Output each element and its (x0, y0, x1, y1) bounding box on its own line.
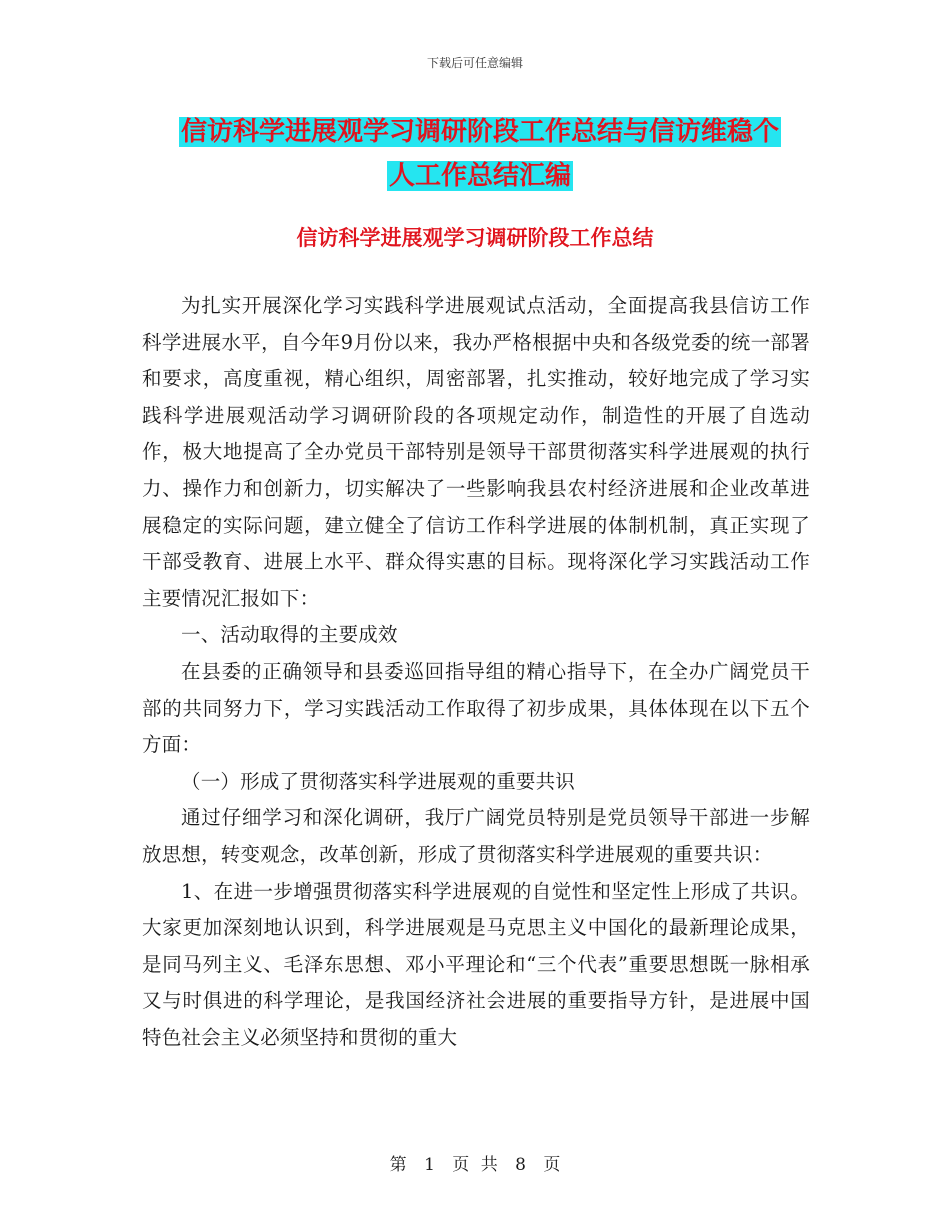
heading-achievements: 一、活动取得的主要成效 (181, 623, 398, 647)
paragraph-achievements: 在县委的正确领导和县委巡回指导组的精心指导下，在全办广阔党员干部的共同努力下，学习实践活动工作取得了初步成果，具体体现在以下五个方面： (142, 659, 810, 757)
footer-middle: 页 共 (452, 1155, 498, 1175)
header-note: 下载后可任意编辑 (426, 56, 523, 70)
section-title: 信访科学进展观学习调研阶段工作总结 (296, 226, 654, 250)
document-title-line-1: 信访科学进展观学习调研阶段工作总结与信访维稳个 (180, 117, 779, 147)
footer-prefix: 第 (389, 1155, 407, 1175)
document-title-line-2: 人工作总结汇编 (388, 161, 571, 191)
footer-suffix: 页 (543, 1155, 561, 1175)
paragraph-intro: 为扎实开展深化学习实践科学进展观试点活动，全面提高我县信访工作科学进展水平，自今年9月份以来，我办严格根据中央和各级党委的统一部署和要求，高度重视，精心组织，周密部署，扎实推动，较好地完成了学习实践科学进展观活动学习调研阶段的各项规定动作，制造性的开展了自选动作，极大地提高了全办党员干部特别是领导干部贯彻落实科学进展观的执行力、操作力和创新力，切实解决了一些影响我县农村经济进展和企业改革进展稳定的实际问题，建立健全了信访工作科学进展的体制机制，真正实现了干部受教育、进展上水平、群众得实惠的目标。现将深化学习实践活动工作主要情况汇报如下： (142, 294, 810, 610)
document-title (140, 110, 820, 198)
footer-current-page: 1 (424, 1155, 435, 1175)
subheading-consensus: （一）形成了贯彻落实科学进展观的重要共识 (181, 769, 576, 793)
page-footer (0, 1150, 950, 1175)
paragraph-point-1: 1、在进一步增强贯彻落实科学进展观的自觉性和坚定性上形成了共识。大家更加深刻地认识到，科学进展观是马克思主义中国化的最新理论成果，是同马列主义、毛泽东思想、邓小平理论和“三个代表”重要思想既一脉相承又与时俱进的科学理论，是我国经济社会进展的重要指导方针，是进展中国特色社会主义必须坚持和贯彻的重大 (142, 879, 810, 1049)
body-text (142, 288, 810, 1056)
paragraph-consensus: 通过仔细学习和深化调研，我厅广阔党员特别是党员领导干部进一步解放思想，转变观念，改革创新，形成了贯彻落实科学进展观的重要共识： (142, 806, 810, 866)
footer-total-pages: 8 (515, 1155, 526, 1175)
